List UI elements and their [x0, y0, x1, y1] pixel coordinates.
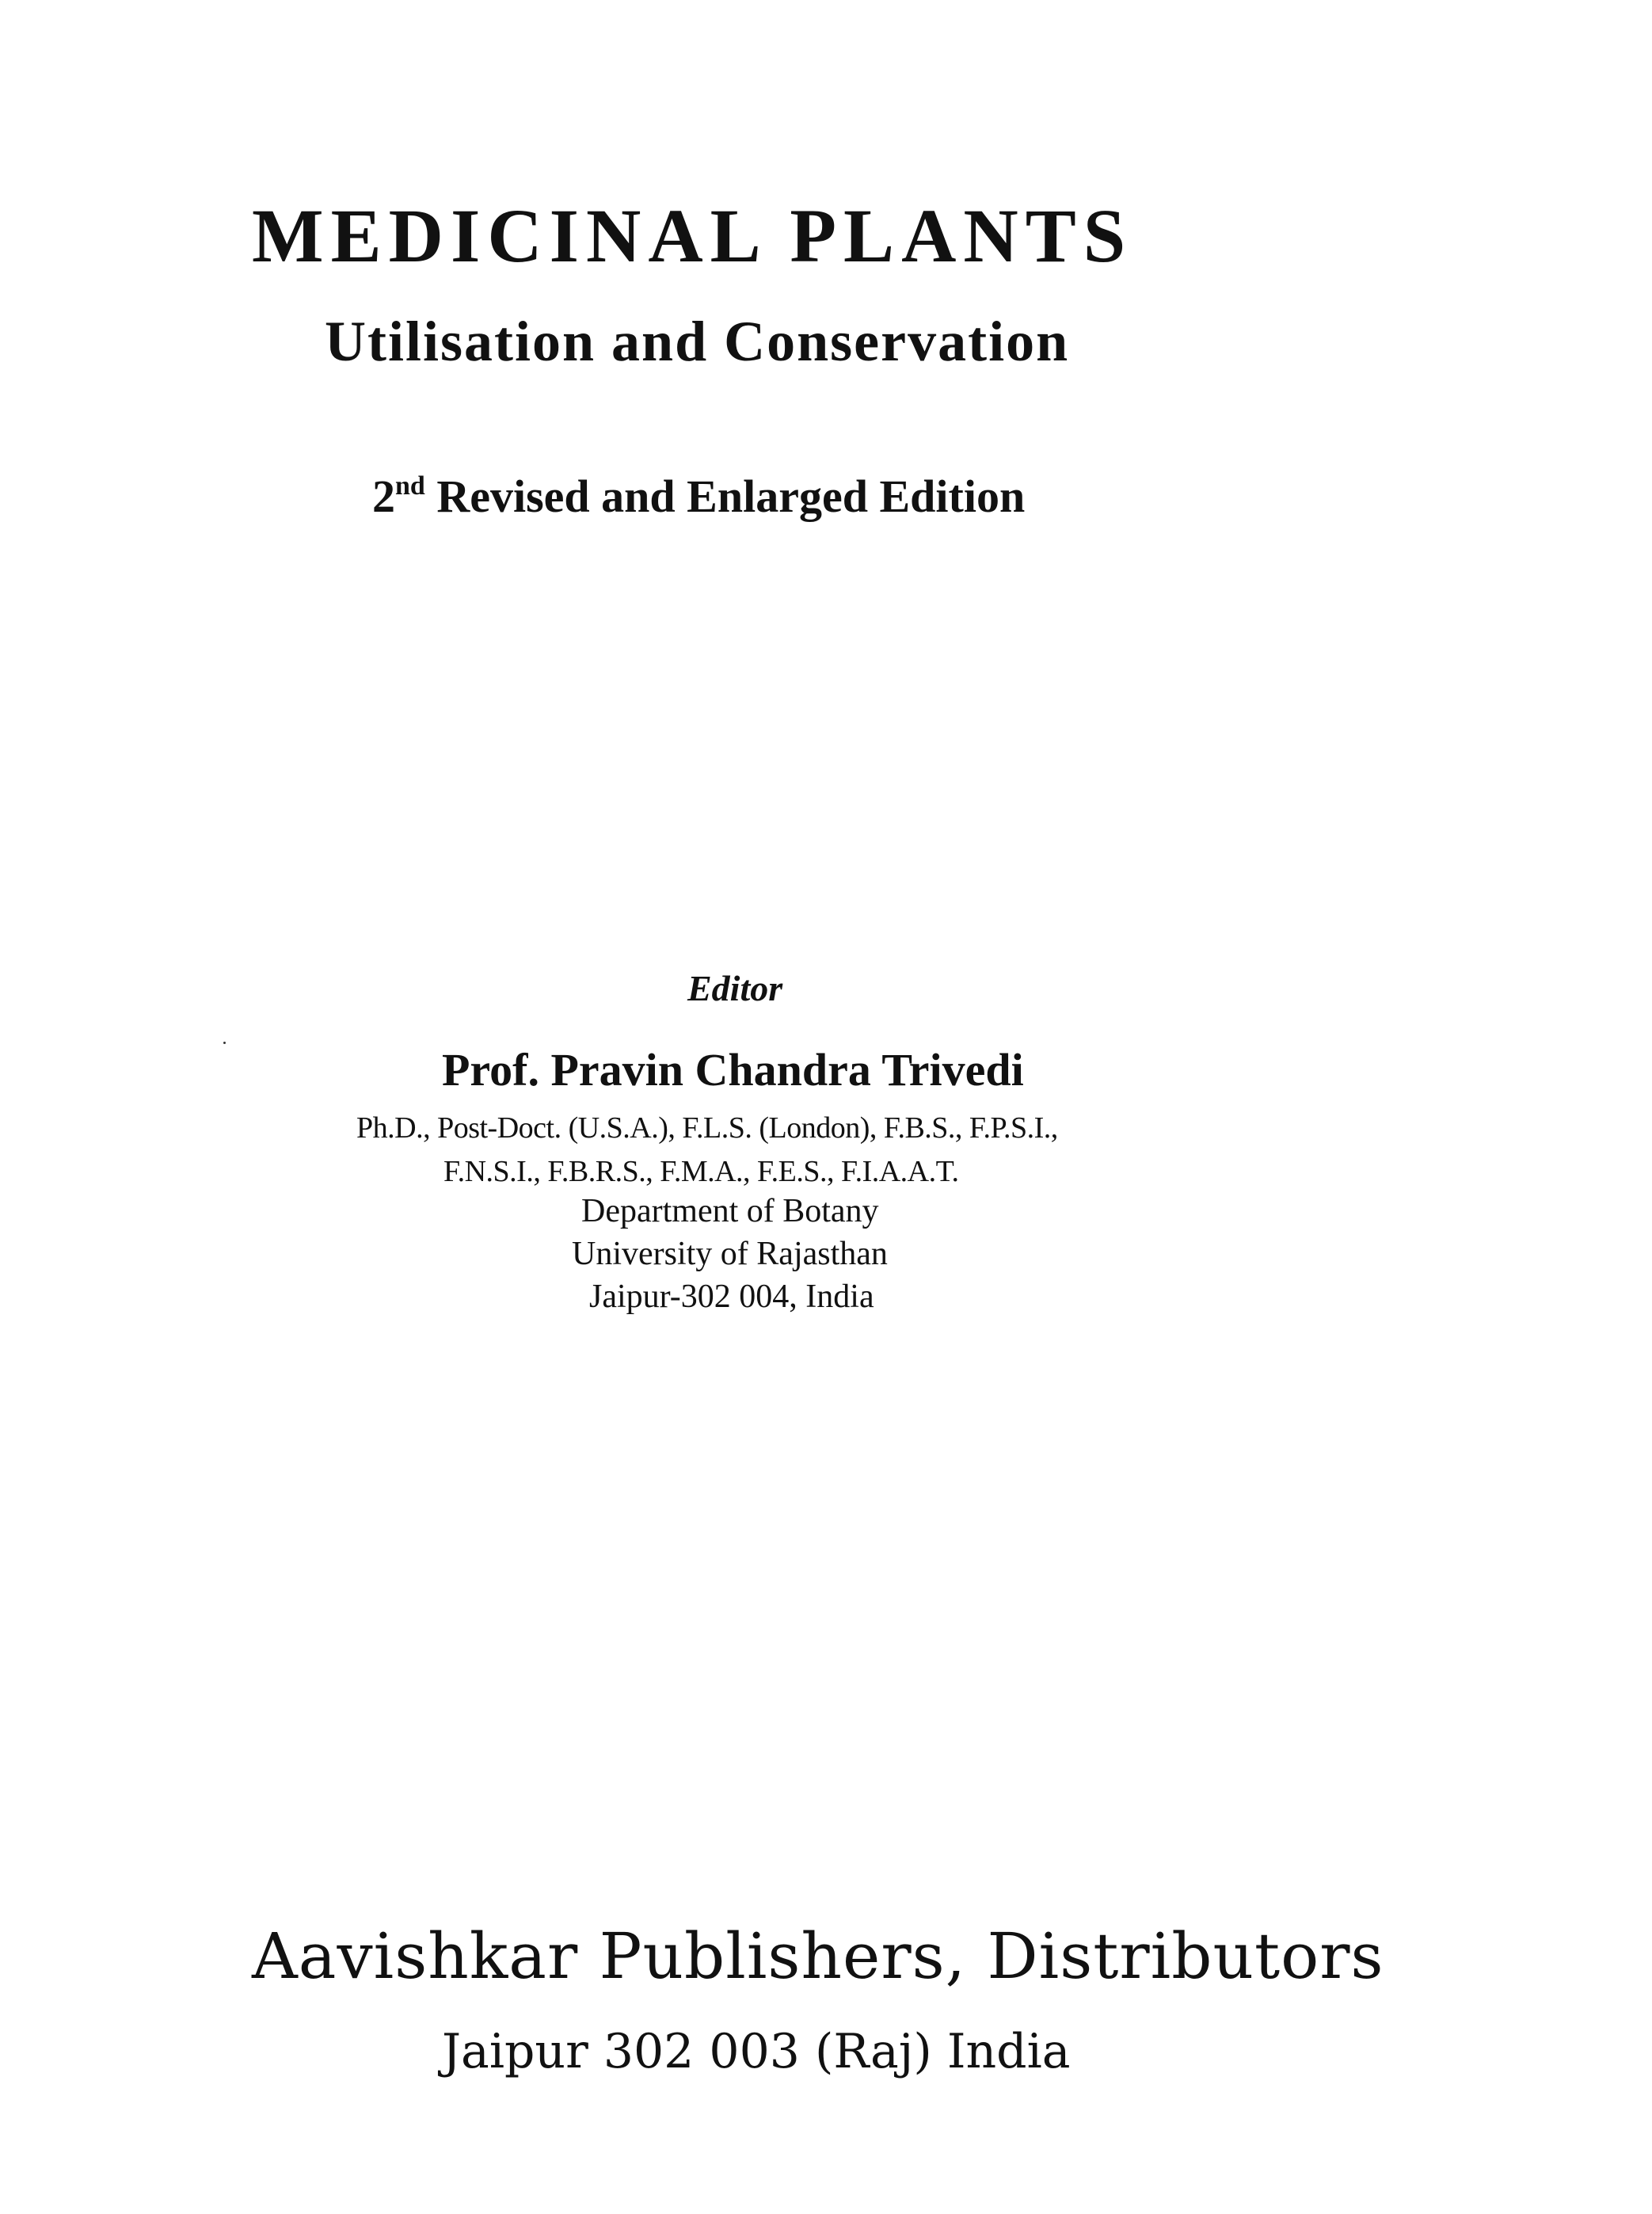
editor-city: Jaipur-302 004, India	[589, 1278, 874, 1315]
editor-label: Editor	[687, 968, 783, 1008]
edition-number: 2	[372, 471, 395, 522]
editor-qualifications-line-2: F.N.S.I., F.B.R.S., F.M.A., F.E.S., F.I.A.A.T.	[443, 1155, 959, 1188]
book-subtitle: Utilisation and Conservation	[325, 310, 1070, 373]
scan-speck	[223, 1042, 226, 1044]
edition-ordinal-suffix: nd	[395, 471, 425, 501]
publisher-name: Aavishkar Publishers, Distributors	[252, 1919, 1384, 1993]
editor-name: Prof. Pravin Chandra Trivedi	[442, 1044, 1024, 1096]
edition-text: Revised and Enlarged Edition	[424, 471, 1026, 522]
editor-university: University of Rajasthan	[572, 1236, 888, 1272]
editor-department: Department of Botany	[581, 1193, 879, 1229]
edition-statement	[372, 471, 1026, 522]
publisher-address: Jaipur 302 003 (Raj) India	[442, 2024, 1071, 2079]
editor-qualifications-line-1: Ph.D., Post-Doct. (U.S.A.), F.L.S. (London), F.B.S., F.P.S.I.,	[356, 1111, 1058, 1145]
book-title: MEDICINAL PLANTS	[252, 193, 1133, 278]
